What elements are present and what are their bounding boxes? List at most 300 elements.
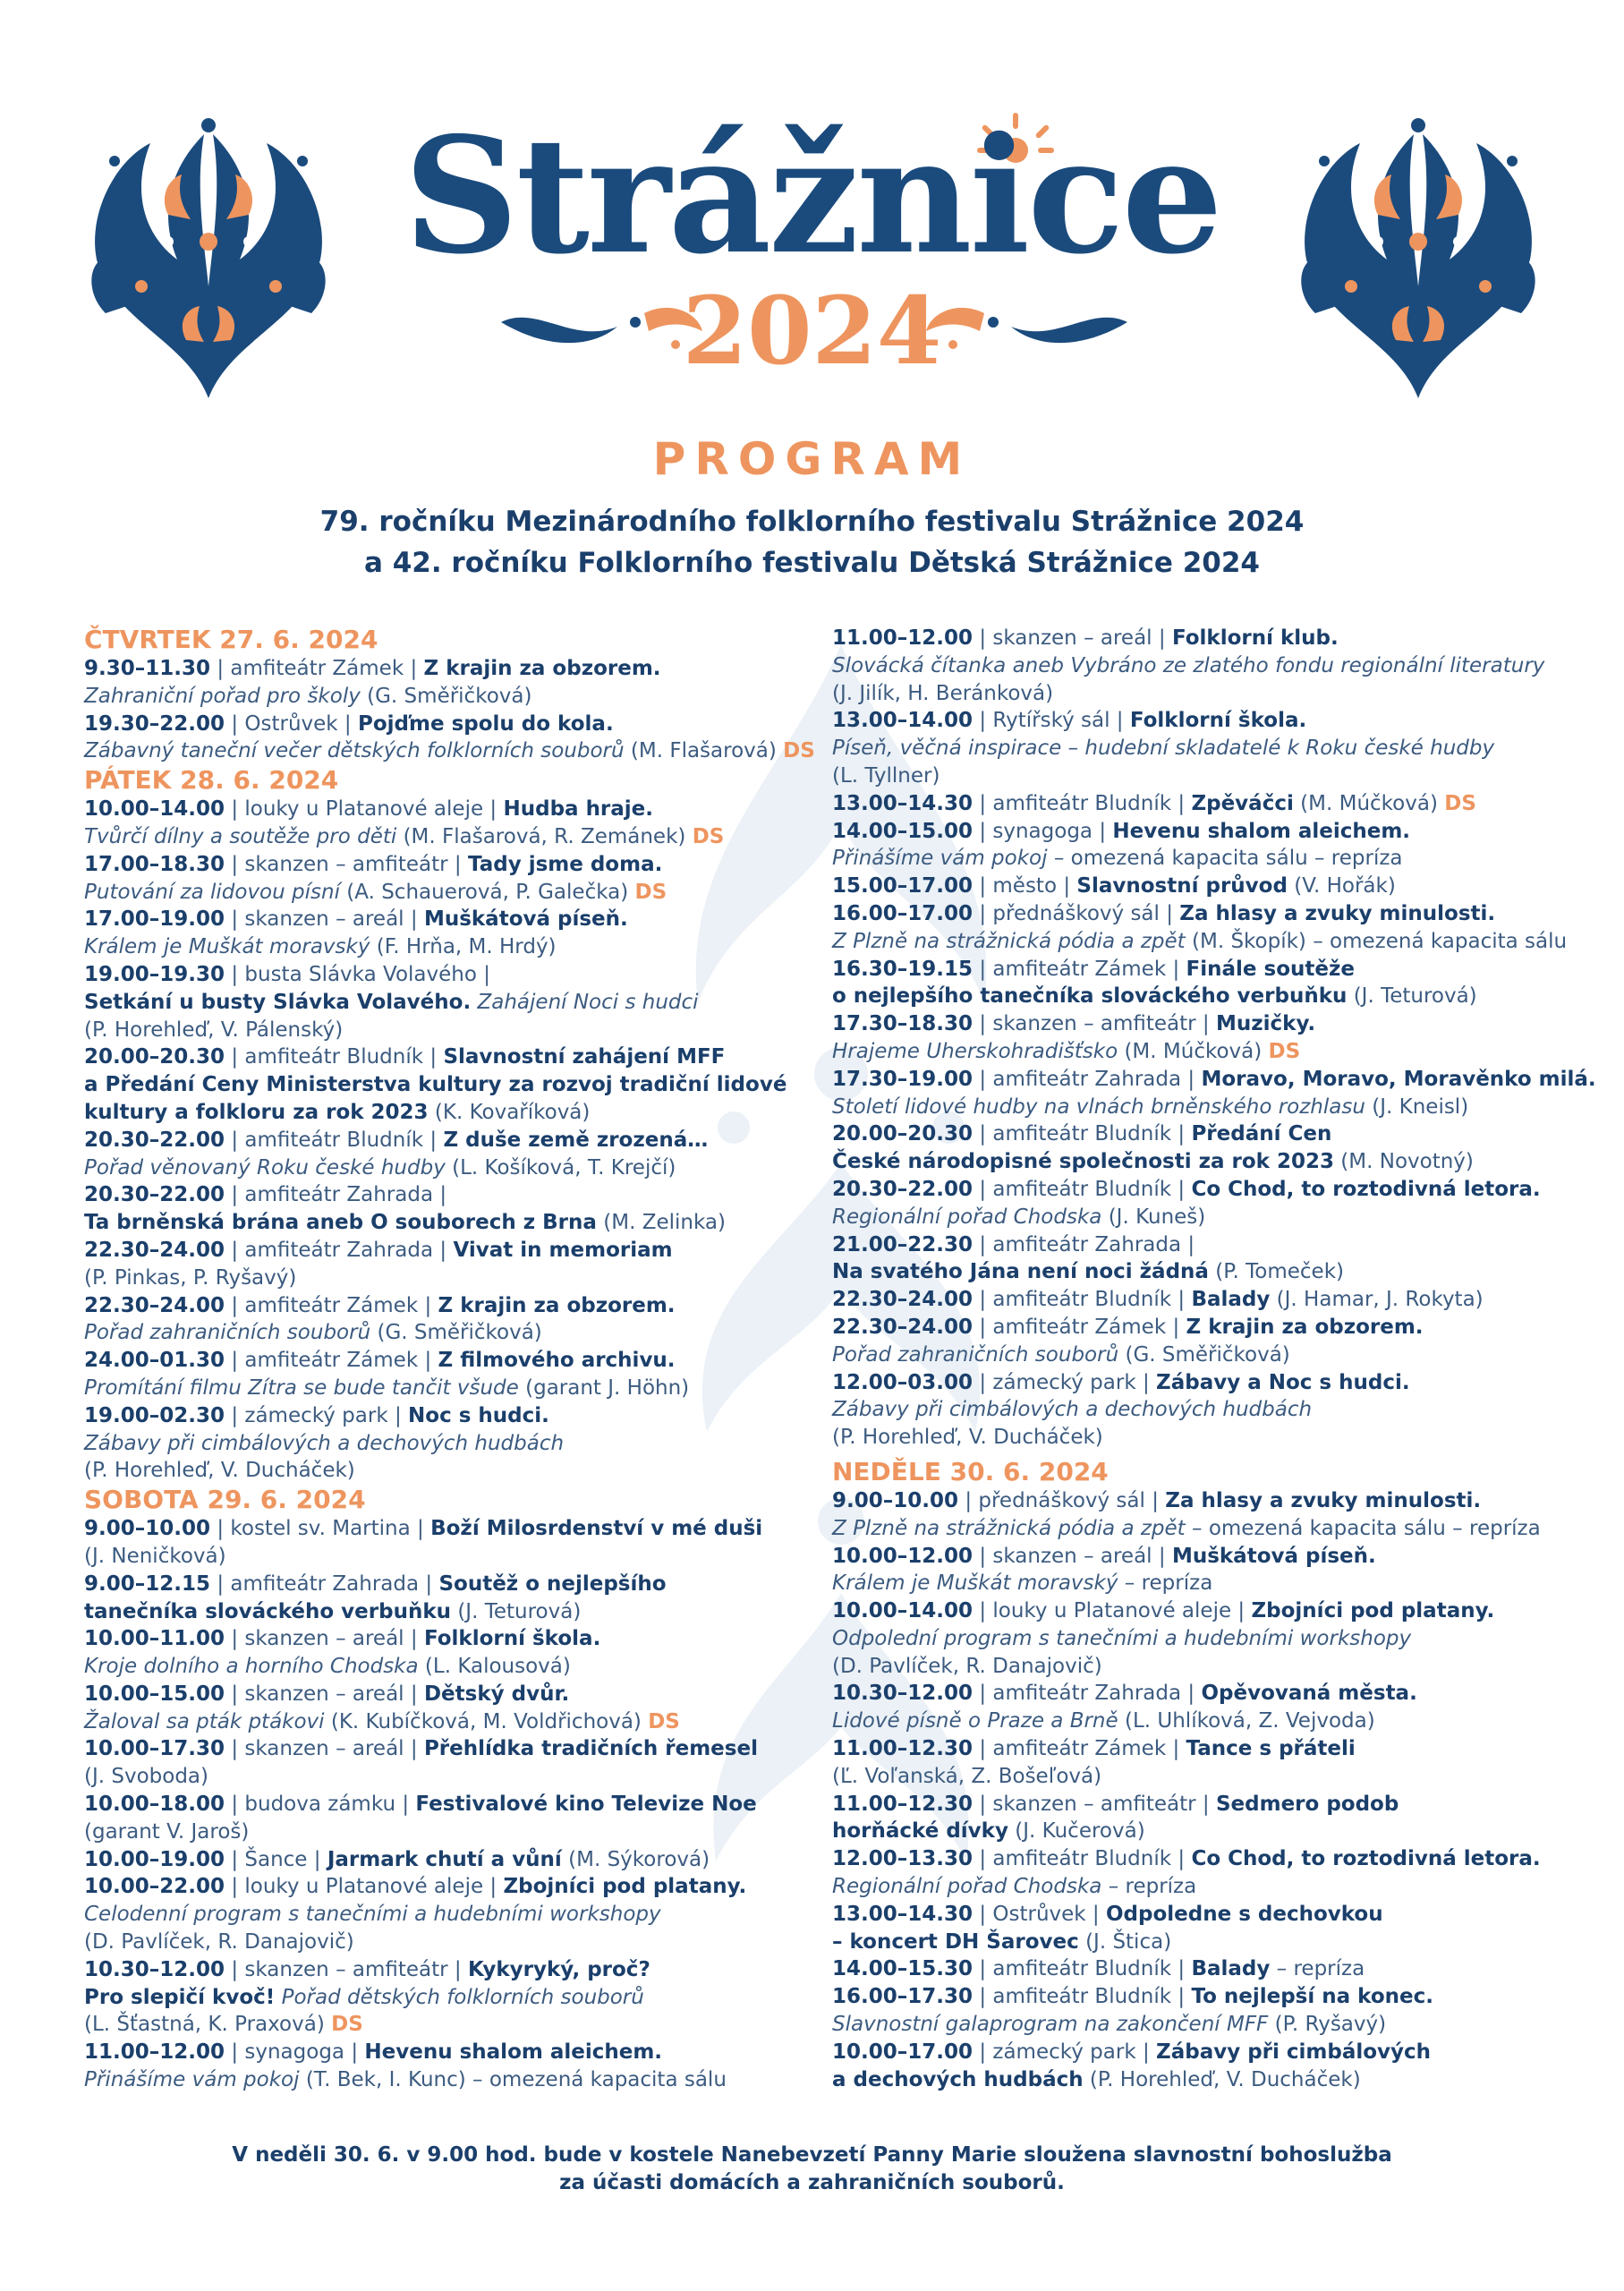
venue: amfiteátr Zahrada — [230, 1571, 420, 1596]
event-people: (M. Novotný) — [1340, 1150, 1474, 1174]
event-people: (G. Směřičková) — [1125, 1342, 1290, 1367]
event-people: (Ľ. Voľanská, Z. Bošeľová) — [832, 1764, 1102, 1788]
event-people: (L. Šťastná, K. Praxová) — [84, 2013, 325, 2037]
event-name: Zpěváčci — [1191, 791, 1294, 815]
event-people: (J. Kneisl) — [1372, 1094, 1469, 1119]
venue: zámecký park — [992, 1370, 1136, 1394]
time: 16.30–19.15 — [832, 957, 974, 981]
schedule-left-column — [84, 625, 815, 2094]
event-people: (G. Směřičková) — [377, 1321, 542, 1345]
event-name: Moravo, Moravo, Moravěnko milá. — [1201, 1067, 1596, 1091]
time: 13.00–14.30 — [832, 1902, 974, 1926]
event-people: (G. Směřičková) — [367, 684, 532, 708]
event-name: Noc s hudci. — [408, 1403, 549, 1427]
program-item: 10.00–18.00 | budova zámku | Festivalové kino Televize Noe (garant V. Jaroš) — [84, 1793, 757, 1844]
event-desc: Celodenní program s tanečními a hudebními workshopy — [84, 1903, 661, 1927]
venue: přednáškový sál — [992, 901, 1160, 925]
venue: amfiteátr Zahrada — [244, 1238, 434, 1262]
time: 16.00–17.30 — [832, 1985, 974, 2009]
program-subtitle — [0, 501, 1624, 583]
event-people: (T. Bek, I. Kunc) – omezená kapacita sálu — [305, 2068, 727, 2092]
event-desc: Žaloval sa pták ptákovi — [84, 1709, 325, 1733]
event-desc: Regionální pořad Chodska — [832, 1205, 1102, 1229]
program-item: 21.00–22.30 | amfiteátr Zahrada | Na svatého Jána není noci žádná (P. Tomeček) — [832, 1232, 1345, 1284]
event-name: Muškátová píseň. — [423, 907, 628, 932]
event-name-cont: a Předání Ceny Ministerstva kultury za rozvoj tradiční lidové — [84, 1073, 787, 1097]
venue: amfiteátr Zahrada | — [244, 1183, 447, 1207]
event-name-cont: Pro slepičí kvoč! — [84, 1985, 276, 2009]
event-name: Zbojníci pod platany. — [503, 1875, 747, 1899]
time: 20.00–20.30 — [84, 1045, 225, 1069]
ds-badge: DS — [783, 739, 815, 763]
ds-badge: DS — [1444, 791, 1476, 815]
time: 10.00–11.00 — [84, 1627, 225, 1651]
venue: amfiteátr Bludník — [244, 1128, 424, 1152]
event-people: (L. Tyllner) — [832, 763, 940, 788]
event-name: Z filmového archivu. — [438, 1349, 676, 1373]
event-people: (K. Kovaříková) — [434, 1100, 591, 1124]
event-name-cont: kultury a folkloru za rok 2023 — [84, 1100, 429, 1124]
venue: amfiteátr Zámek — [992, 1737, 1167, 1761]
event-people: (P. Pinkas, P. Ryšavý) — [84, 1265, 297, 1290]
time: 10.00–17.00 — [832, 2040, 974, 2064]
program-item: 22.30–24.00 | amfiteátr Zahrada | Vivat in memoriam (P. Pinkas, P. Ryšavý) — [84, 1238, 673, 1290]
venue: louky u Platanové aleje — [992, 1599, 1232, 1623]
program-item: 11.00–12.30 | amfiteátr Zámek | Tance s přáteli (Ľ. Voľanská, Z. Bošeľová) — [832, 1737, 1356, 1788]
program-item: 10.00–11.00 | skanzen – areál | Folklorní škola. Kroje dolního a horního Chodska (L. Kalousová) — [84, 1627, 601, 1679]
program-item: 9.00–12.15 | amfiteátr Zahrada | Soutěž o nejlepšího tanečníka slováckého verbuňku (J. Teturová) — [84, 1571, 667, 1623]
ds-badge: DS — [331, 2013, 363, 2037]
venue: skanzen – amfiteátr — [992, 1792, 1196, 1816]
time: 11.00–12.30 — [832, 1792, 974, 1816]
event-name-cont: České národopisné společnosti za rok 2023 — [832, 1150, 1334, 1174]
event-desc: Zábavný taneční večer dětských folklorních souborů — [84, 739, 625, 763]
event-name-cont: horňácké dívky — [832, 1819, 1008, 1844]
time: 20.30–22.00 — [84, 1183, 225, 1207]
event-name-cont: – koncert DH Šarovec — [832, 1929, 1079, 1954]
time: 15.00–17.00 — [832, 874, 974, 899]
time: 10.30–12.00 — [84, 1957, 225, 1981]
venue: synagoga — [244, 2040, 345, 2065]
event-desc: Promítání filmu Zítra se bude tančit všude — [84, 1375, 519, 1400]
program-item: 15.00–17.00 | město | Slavnostní průvod (V. Hořák) — [832, 874, 1396, 899]
event-people: (garant V. Jaroš) — [84, 1819, 250, 1844]
event-name: Balady — [1191, 1957, 1271, 1981]
event-people: (L. Košíková, T. Krejčí) — [452, 1155, 676, 1180]
venue: amfiteátr Bludník — [992, 1847, 1172, 1871]
event-people: (J. Svoboda) — [84, 1765, 208, 1789]
event-people: (J. Kučerová) — [1015, 1819, 1145, 1844]
event-name: Hevenu shalom aleichem. — [364, 2040, 663, 2065]
event-desc: Přinášíme vám pokoj — [832, 847, 1048, 871]
venue: amfiteátr Bludník — [244, 1045, 424, 1069]
event-name: To nejlepší na konec. — [1191, 1985, 1433, 2009]
program-item: 10.00–19.00 | Šance | Jarmark chutí a vůní (M. Sýkorová) — [84, 1847, 710, 1871]
venue: Rytířský sál — [992, 709, 1110, 733]
footer-note — [0, 2142, 1624, 2197]
time: 10.00–19.00 — [84, 1847, 225, 1871]
time: 10.30–12.00 — [832, 1682, 974, 1706]
event-name: Muzičky. — [1215, 1012, 1316, 1036]
event-people: (M. Múčková) — [1300, 791, 1438, 815]
event-people: (F. Hrňa, M. Hrdý) — [376, 935, 557, 959]
event-desc: Králem je Muškát moravský — [84, 935, 370, 959]
program-item: 9.30–11.30 | amfiteátr Zámek | Z krajin za obzorem. Zahraniční pořad pro školy (G. Směřičková) — [84, 657, 661, 708]
program-item: 10.00–17.30 | skanzen – areál | Přehlídka tradičních řemesel (J. Svoboda) — [84, 1737, 758, 1789]
time: 17.00–19.00 — [84, 907, 225, 932]
day-heading-saturday: SOBOTA 29. 6. 2024 — [84, 1485, 366, 1515]
event-people: (P. Horehleď, V. Ducháček) — [832, 1426, 1103, 1450]
event-desc: Odpolední program s tanečními a hudebními workshopy — [832, 1626, 1412, 1650]
event-name: Z krajin za obzorem. — [423, 657, 661, 680]
event-people: (A. Schauerová, P. Galečka) — [346, 880, 629, 904]
time: 10.00–22.00 — [84, 1875, 225, 1899]
venue: přednáškový sál — [978, 1488, 1145, 1512]
program-item: 12.00–03.00 | zámecký park | Zábavy a Noc s hudci. Zábavy při cimbálových a dechových hudbách (P. Horehleď, V. Ducháček) — [832, 1370, 1410, 1450]
program-item: 14.00–15.30 | amfiteátr Bludník | Balady – repríza — [832, 1957, 1365, 1981]
event-name: Slavnostní zahájení MFF — [443, 1045, 726, 1069]
time: 12.00–13.30 — [832, 1847, 974, 1871]
program-item: 17.30–18.30 | skanzen – amfiteátr | Muzičky. Hrajeme Uherskohradišťsko (M. Múčková) DS — [832, 1012, 1316, 1063]
event-people: (M. Sýkorová) — [568, 1847, 710, 1871]
event-name: Z krajin za obzorem. — [1186, 1315, 1424, 1339]
program-item: 17.00–19.00 | skanzen – areál | Muškátová píseň. Králem je Muškát moravský (F. Hrňa, M. Hrdý) — [84, 907, 628, 959]
event-people: (P. Horehleď, V. Ducháček) — [84, 1459, 355, 1483]
time: 22.30–24.00 — [832, 1288, 974, 1312]
event-name: Na svatého Jána není noci žádná — [832, 1260, 1209, 1284]
event-name: Co Chod, to roztodivná letora. — [1191, 1847, 1541, 1871]
time: 9.00–12.15 — [84, 1571, 210, 1596]
program-item: 13.00–14.30 | Ostrůvek | Odpoledne s dechovkou – koncert DH Šarovec (J. Štica) — [832, 1902, 1383, 1954]
time: 20.30–22.00 — [832, 1177, 974, 1201]
event-name: Boží Milosrdenství v mé duši — [430, 1517, 763, 1541]
event-name: Za hlasy a zvuky minulosti. — [1179, 901, 1496, 925]
venue: skanzen – areál — [992, 626, 1152, 650]
time: 17.30–19.00 — [832, 1067, 974, 1091]
event-desc: Zahájení Noci s hudci — [477, 990, 699, 1014]
event-people: (M. Zelinka) — [603, 1211, 726, 1235]
event-people: – omezená kapacita sálu – repríza — [1192, 1516, 1541, 1540]
event-people: (V. Hořák) — [1294, 874, 1396, 899]
time: 22.30–24.00 — [832, 1315, 974, 1339]
venue: budova zámku — [244, 1793, 396, 1817]
event-name: Co Chod, to roztodivná letora. — [1191, 1177, 1541, 1201]
ds-badge: DS — [634, 880, 667, 904]
program-item: 10.00–14.00 | louky u Platanové aleje | Hudba hraje. Tvůrčí dílny a soutěže pro děti (M. Flašarová, R. Zemánek) DS — [84, 797, 725, 848]
program-item: 20.30–22.00 | amfiteátr Zahrada | Ta brněnská brána aneb O souborech z Brna (M. Zelinka) — [84, 1183, 726, 1235]
schedule-right-column — [832, 625, 1596, 2093]
venue: skanzen – areál — [244, 1682, 404, 1706]
event-desc: Pořad zahraničních souborů — [84, 1321, 371, 1345]
event-people: (P. Tomeček) — [1215, 1260, 1345, 1284]
venue: amfiteátr Bludník — [992, 1985, 1172, 2009]
program-item: 9.00–10.00 | kostel sv. Martina | Boží Milosrdenství v mé duši (J. Neničková) — [84, 1517, 763, 1568]
event-people: (J. Kuneš) — [1108, 1205, 1206, 1229]
venue: skanzen – areál — [244, 1627, 404, 1651]
program-item: 10.00–14.00 | louky u Platanové aleje | Zbojníci pod platany. Odpolední program s tanečními a hudebními workshopy (D. Pavlíček, R. Danajovič) — [832, 1599, 1495, 1678]
venue: louky u Platanové aleje — [244, 797, 484, 822]
program-item: 16.30–19.15 | amfiteátr Zámek | Finále soutěže o nejlepšího tanečníka slováckého verbuňku (J. Teturová) — [832, 957, 1477, 1009]
event-desc: Zábavy při cimbálových a dechových hudbách — [84, 1431, 565, 1455]
program-item: 20.00–20.30 | amfiteátr Bludník | Předání Cen České národopisné společnosti za rok 2023 (M. Novotný) — [832, 1122, 1474, 1174]
event-people: – repríza — [1124, 1571, 1213, 1596]
time: 9.00–10.00 — [832, 1488, 958, 1512]
program-item: 20.30–22.00 | amfiteátr Bludník | Co Chod, to roztodivná letora. Regionální pořad Chodska (J. Kuneš) — [832, 1177, 1541, 1229]
time: 17.00–18.30 — [84, 852, 225, 876]
time: 20.00–20.30 — [832, 1122, 974, 1146]
program-item: 19.00–02.30 | zámecký park | Noc s hudci. Zábavy při cimbálových a dechových hudbách (P. Horehleď, V. Ducháček) — [84, 1403, 565, 1483]
event-name: Odpoledne s dechovkou — [1105, 1902, 1383, 1926]
event-desc: Pořad věnovaný Roku české hudby — [84, 1155, 446, 1180]
venue: kostel sv. Martina — [230, 1517, 411, 1541]
program-item: 19.00–19.30 | busta Slávka Volavého | Setkání u busty Slávka Volavého. Zahájení Noci s hudci (P. Horehleď, V. Pálenský) — [84, 962, 699, 1042]
event-name: Z duše země zrozená… — [443, 1128, 709, 1152]
program-item: 14.00–15.00 | synagoga | Hevenu shalom aleichem. Přinášíme vám pokoj – omezená kapacita sálu – repríza — [832, 819, 1411, 871]
event-name: Hevenu shalom aleichem. — [1112, 819, 1411, 843]
event-desc: Lidové písně o Praze a Brně — [832, 1709, 1118, 1733]
event-name: Vivat in memoriam — [453, 1238, 673, 1262]
event-people: – repríza — [1108, 1875, 1197, 1899]
festival-year: 2024 — [682, 276, 942, 386]
event-people: (M. Flašarová) — [630, 739, 777, 763]
venue: synagoga — [992, 819, 1093, 843]
event-name: Muškátová píseň. — [1171, 1544, 1376, 1568]
event-people: (J. Neničková) — [84, 1544, 226, 1568]
program-item: 19.30–22.00 | Ostrůvek | Pojďme spolu do kola. Zábavný taneční večer dětských folklorních souborů (M. Flašarová) DS — [84, 711, 815, 763]
time: 10.00–15.00 — [84, 1682, 225, 1706]
event-people: (M. Múčková) — [1124, 1039, 1263, 1063]
venue: amfiteátr Bludník — [992, 1288, 1172, 1312]
event-name: Tady jsme doma. — [467, 852, 663, 876]
event-name: Folklorní klub. — [1171, 626, 1339, 650]
program-item: 16.00–17.30 | amfiteátr Bludník | To nejlepší na konec. Slavnostní galaprogram na zakončení MFF (P. Ryšavý) — [832, 1985, 1433, 2037]
event-name: Folklorní škola. — [423, 1627, 601, 1651]
program-item: 11.00–12.00 | skanzen – areál | Folklorní klub. Slovácká čítanka aneb Vybráno ze zlatého fondu regionální literatury (J. Jilík, H. Beránková) — [832, 626, 1545, 705]
event-people: (P. Horehleď, V. Ducháček) — [1089, 2067, 1361, 2091]
event-name: Pojďme spolu do kola. — [357, 711, 614, 736]
event-people: (D. Pavlíček, R. Danajovič) — [84, 1930, 354, 1955]
program-item: 22.30–24.00 | amfiteátr Zámek | Z krajin za obzorem. Pořad zahraničních souborů (G. Směřičková) — [832, 1315, 1424, 1367]
event-people: (K. Kubíčková, M. Voldřichová) — [330, 1709, 642, 1733]
program-item: 10.00–15.00 | skanzen – areál | Dětský dvůr. Žaloval sa pták ptákovi (K. Kubíčková, M. Voldřichová) DS — [84, 1682, 680, 1733]
event-desc: Králem je Muškát moravský — [832, 1571, 1118, 1596]
time: 9.00–10.00 — [84, 1517, 210, 1541]
program-item: 11.00–12.30 | skanzen – amfiteátr | Sedmero podob horňácké dívky (J. Kučerová) — [832, 1792, 1399, 1844]
program-item: 10.30–12.00 | amfiteátr Zahrada | Opěvovaná města. Lidové písně o Praze a Brně (L. Uhlíková, Z. Vejvoda) — [832, 1682, 1417, 1733]
event-people: (J. Hamar, J. Rokyta) — [1276, 1288, 1484, 1312]
event-desc: Slavnostní galaprogram na zakončení MFF — [832, 2013, 1269, 2037]
event-name-cont: tanečníka slováckého verbuňku — [84, 1599, 452, 1623]
venue: skanzen – areál — [992, 1544, 1152, 1568]
event-name: Z krajin za obzorem. — [438, 1293, 676, 1317]
time: 11.00–12.00 — [84, 2040, 225, 2065]
time: 10.00–17.30 — [84, 1737, 225, 1761]
time: 24.00–01.30 — [84, 1349, 225, 1373]
program-item: 17.30–19.00 | amfiteátr Zahrada | Moravo, Moravo, Moravěnko milá. Století lidové hudby na vlnách brněnského rozhlasu (J. Kneisl) — [832, 1067, 1596, 1119]
venue: amfiteátr Bludník — [992, 1957, 1172, 1981]
event-people: – omezená kapacita sálu – repríza — [1053, 847, 1403, 871]
day-heading-thursday: ČTVRTEK 27. 6. 2024 — [84, 625, 378, 654]
venue: skanzen – amfiteátr — [244, 1957, 448, 1981]
day-heading-sunday: NEDĚLE 30. 6. 2024 — [832, 1456, 1109, 1486]
program-item: 13.00–14.00 | Rytířský sál | Folklorní škola. Píseň, věčná inspirace – hudební skladatelé k Roku české hudby (L. Tyllner) — [832, 709, 1495, 788]
time: 20.30–22.00 — [84, 1128, 225, 1152]
event-desc: Tvůrčí dílny a soutěže pro děti — [84, 824, 397, 848]
program-item: 10.00–17.00 | zámecký park | Zábavy při cimbálových a dechových hudbách (P. Horehleď, V. Ducháček) — [832, 2040, 1432, 2091]
footer-line-1: V neděli 30. 6. v 9.00 hod. bude v kostele Nanebevzetí Panny Marie sloužena slavnostní bohoslužba — [232, 2143, 1392, 2167]
event-name: Opěvovaná města. — [1201, 1682, 1417, 1706]
venue: amfiteátr Zámek — [230, 657, 404, 680]
time: 21.00–22.30 — [832, 1232, 974, 1256]
event-people: (P. Ryšavý) — [1274, 2013, 1387, 2037]
event-name: Ta brněnská brána aneb O souborech z Brna — [84, 1211, 597, 1235]
event-people: (D. Pavlíček, R. Danajovič) — [832, 1654, 1102, 1678]
event-desc: Regionální pořad Chodska — [832, 1875, 1102, 1899]
time: 10.00–14.00 — [832, 1599, 974, 1623]
event-name: Za hlasy a zvuky minulosti. — [1165, 1488, 1482, 1512]
event-people: – repríza — [1276, 1957, 1365, 1981]
event-name: Balady — [1191, 1288, 1271, 1312]
venue: město — [992, 874, 1058, 899]
venue: skanzen – areál — [244, 1737, 404, 1761]
program-item: 24.00–01.30 | amfiteátr Zámek | Z filmového archivu. Promítání filmu Zítra se bude tančit všude (garant J. Höhn) — [84, 1349, 690, 1400]
event-name: Kykyryký, proč? — [467, 1957, 650, 1981]
time: 19.00–02.30 — [84, 1403, 225, 1427]
festival-title: Strážnice — [404, 102, 1220, 289]
time: 16.00–17.00 — [832, 901, 974, 925]
program-item: 11.00–12.00 | synagoga | Hevenu shalom aleichem. Přinášíme vám pokoj (T. Bek, I. Kunc) – omezená kapacita sálu — [84, 2040, 727, 2092]
time: 14.00–15.30 — [832, 1957, 974, 1981]
event-name: Zábavy při cimbálových — [1156, 2040, 1432, 2064]
venue: Ostrůvek — [244, 711, 338, 736]
venue: amfiteátr Zahrada — [992, 1682, 1182, 1706]
program-item: 9.00–10.00 | přednáškový sál | Za hlasy a zvuky minulosti. Z Plzně na strážnická pódia a zpět – omezená kapacita sálu – repríza — [832, 1488, 1541, 1540]
time: 13.00–14.30 — [832, 791, 974, 815]
event-name: Folklorní škola. — [1129, 709, 1307, 733]
event-name: Tance s přáteli — [1186, 1737, 1356, 1761]
event-desc: Hrajeme Uherskohradišťsko — [832, 1039, 1118, 1063]
venue: amfiteátr Bludník — [992, 791, 1172, 815]
event-name: Soutěž o nejlepšího — [438, 1571, 667, 1596]
event-desc: Pořad zahraničních souborů — [832, 1342, 1119, 1367]
event-people: (garant J. Höhn) — [525, 1375, 690, 1400]
event-people: (P. Horehleď, V. Pálenský) — [84, 1018, 344, 1042]
time: 10.00–18.00 — [84, 1793, 225, 1817]
event-name-cont: a dechových hudbách — [832, 2067, 1084, 2091]
event-people: (L. Uhlíková, Z. Vejvoda) — [1124, 1709, 1375, 1733]
venue: amfiteátr Bludník — [992, 1122, 1172, 1146]
event-desc: Zábavy při cimbálových a dechových hudbách — [832, 1398, 1313, 1422]
event-desc: Přinášíme vám pokoj — [84, 2068, 300, 2092]
venue: skanzen – areál — [244, 907, 404, 932]
ds-badge: DS — [1268, 1039, 1301, 1063]
event-desc: Století lidové hudby na vlnách brněnského rozhlasu — [832, 1094, 1365, 1119]
time: 14.00–15.00 — [832, 819, 974, 843]
event-desc: Píseň, věčná inspirace – hudební skladatelé k Roku české hudby — [832, 737, 1495, 761]
event-people: (L. Kalousová) — [424, 1655, 571, 1679]
time: 17.30–18.30 — [832, 1012, 974, 1036]
ds-badge: DS — [692, 824, 725, 848]
event-name: Dětský dvůr. — [423, 1682, 570, 1706]
event-name: Přehlídka tradičních řemesel — [423, 1737, 758, 1761]
event-desc: Putování za lidovou písní — [84, 880, 340, 904]
ds-badge: DS — [648, 1709, 680, 1733]
time: 10.00–14.00 — [84, 797, 225, 822]
event-desc: Pořad dětských folklorních souborů — [281, 1985, 644, 2009]
event-name: Festivalové kino Televize Noe — [415, 1793, 757, 1817]
event-name: Předání Cen — [1191, 1122, 1332, 1146]
time: 11.00–12.00 — [832, 626, 974, 650]
venue: amfiteátr Zámek — [244, 1293, 419, 1317]
event-name: Zábavy a Noc s hudci. — [1156, 1370, 1410, 1394]
time: 22.30–24.00 — [84, 1293, 225, 1317]
event-desc: Slovácká čítanka aneb Vybráno ze zlatého fondu regionální literatury — [832, 653, 1545, 677]
event-name: Setkání u busty Slávka Volavého. — [84, 990, 472, 1014]
venue: zámecký park — [992, 2040, 1136, 2064]
event-people: (M. Škopík) – omezená kapacita sálu — [1192, 929, 1568, 953]
time: 11.00–12.30 — [832, 1737, 974, 1761]
venue: skanzen – amfiteátr — [244, 852, 448, 876]
time: 22.30–24.00 — [84, 1238, 225, 1262]
program-item: 20.30–22.00 | amfiteátr Bludník | Z duše země zrozená… Pořad věnovaný Roku české hudby (L. Košíková, T. Krejčí) — [84, 1128, 709, 1180]
time: 9.30–11.30 — [84, 657, 210, 680]
venue: busta Slávka Volavého | — [244, 962, 490, 986]
event-name: Sedmero podob — [1215, 1792, 1399, 1816]
event-name: Slavnostní průvod — [1076, 874, 1288, 899]
program-item: 17.00–18.30 | skanzen – amfiteátr | Tady jsme doma. Putování za lidovou písní (A. Schauerová, P. Galečka) DS — [84, 852, 667, 904]
venue: amfiteátr Zámek — [244, 1349, 419, 1373]
program-label: PROGRAM — [652, 433, 972, 485]
subtitle-line-1: 79. ročníku Mezinárodního folklorního festivalu Strážnice 2024 — [319, 506, 1305, 538]
event-people: (J. Teturová) — [1353, 984, 1477, 1009]
time: 13.00–14.00 — [832, 709, 974, 733]
event-desc: Zahraniční pořad pro školy — [84, 684, 361, 708]
day-heading-friday: PÁTEK 28. 6. 2024 — [84, 765, 339, 796]
program-item: 13.00–14.30 | amfiteátr Bludník | Zpěváčci (M. Múčková) DS — [832, 791, 1476, 815]
event-name: Hudba hraje. — [503, 797, 654, 822]
time: 12.00–03.00 — [832, 1370, 974, 1394]
event-name: Jarmark chutí a vůní — [327, 1847, 562, 1871]
event-people: (M. Flašarová, R. Zemánek) — [403, 824, 686, 848]
venue: Šance — [244, 1847, 308, 1871]
venue: amfiteátr Bludník — [992, 1177, 1172, 1201]
event-people: (J. Jilík, H. Beránková) — [832, 681, 1054, 705]
venue: amfiteátr Zámek — [992, 957, 1167, 981]
program-item: 10.00–12.00 | skanzen – areál | Muškátová píseň. Králem je Muškát moravský – repríza — [832, 1544, 1376, 1596]
venue: louky u Platanové aleje — [244, 1875, 484, 1899]
program-item: 10.30–12.00 | skanzen – amfiteátr | Kykyryký, proč? Pro slepičí kvoč! Pořad dětských folklorních souborů (L. Šťastná, K. Praxová) DS — [84, 1957, 650, 2037]
event-desc: Z Plzně na strážnická pódia a zpět — [832, 1516, 1186, 1540]
program-item: 10.00–22.00 | louky u Platanové aleje | Zbojníci pod platany. Celodenní program s tanečními a hudebními workshopy (D. Pavlíček, R. Danajovič) — [84, 1875, 747, 1955]
event-name: Zbojníci pod platany. — [1251, 1599, 1495, 1623]
venue: zámecký park — [244, 1403, 388, 1427]
program-item: 16.00–17.00 | přednáškový sál | Za hlasy a zvuky minulosti. Z Plzně na strážnická pódia a zpět (M. Škopík) – omezená kapacita sálu — [832, 901, 1568, 953]
venue: amfiteátr Zámek — [992, 1315, 1167, 1339]
program-item: 12.00–13.30 | amfiteátr Bludník | Co Chod, to roztodivná letora. Regionální pořad Chodska – repríza — [832, 1847, 1541, 1899]
footer-line-2: za účasti domácích a zahraničních souborů. — [559, 2171, 1065, 2194]
time: 19.30–22.00 — [84, 711, 225, 736]
program-item: 20.00–20.30 | amfiteátr Bludník | Slavnostní zahájení MFF a Předání Ceny Ministerstva kultury za rozvoj tradiční lidové kultury a folkloru za rok 2023 (K. Kovaříková) — [84, 1045, 787, 1124]
program-item: 22.30–24.00 | amfiteátr Zámek | Z krajin za obzorem. Pořad zahraničních souborů (G. Směřičková) — [84, 1293, 676, 1345]
program-item: 22.30–24.00 | amfiteátr Bludník | Balady (J. Hamar, J. Rokyta) — [832, 1288, 1484, 1312]
event-people: (J. Teturová) — [457, 1599, 582, 1623]
event-name: Finále soutěže — [1186, 957, 1355, 981]
venue: amfiteátr Zahrada — [992, 1067, 1182, 1091]
venue: Ostrůvek — [992, 1902, 1086, 1926]
venue: amfiteátr Zahrada | — [992, 1232, 1195, 1256]
event-people: (J. Štica) — [1085, 1929, 1172, 1954]
event-desc: Kroje dolního a horního Chodska — [84, 1655, 419, 1679]
